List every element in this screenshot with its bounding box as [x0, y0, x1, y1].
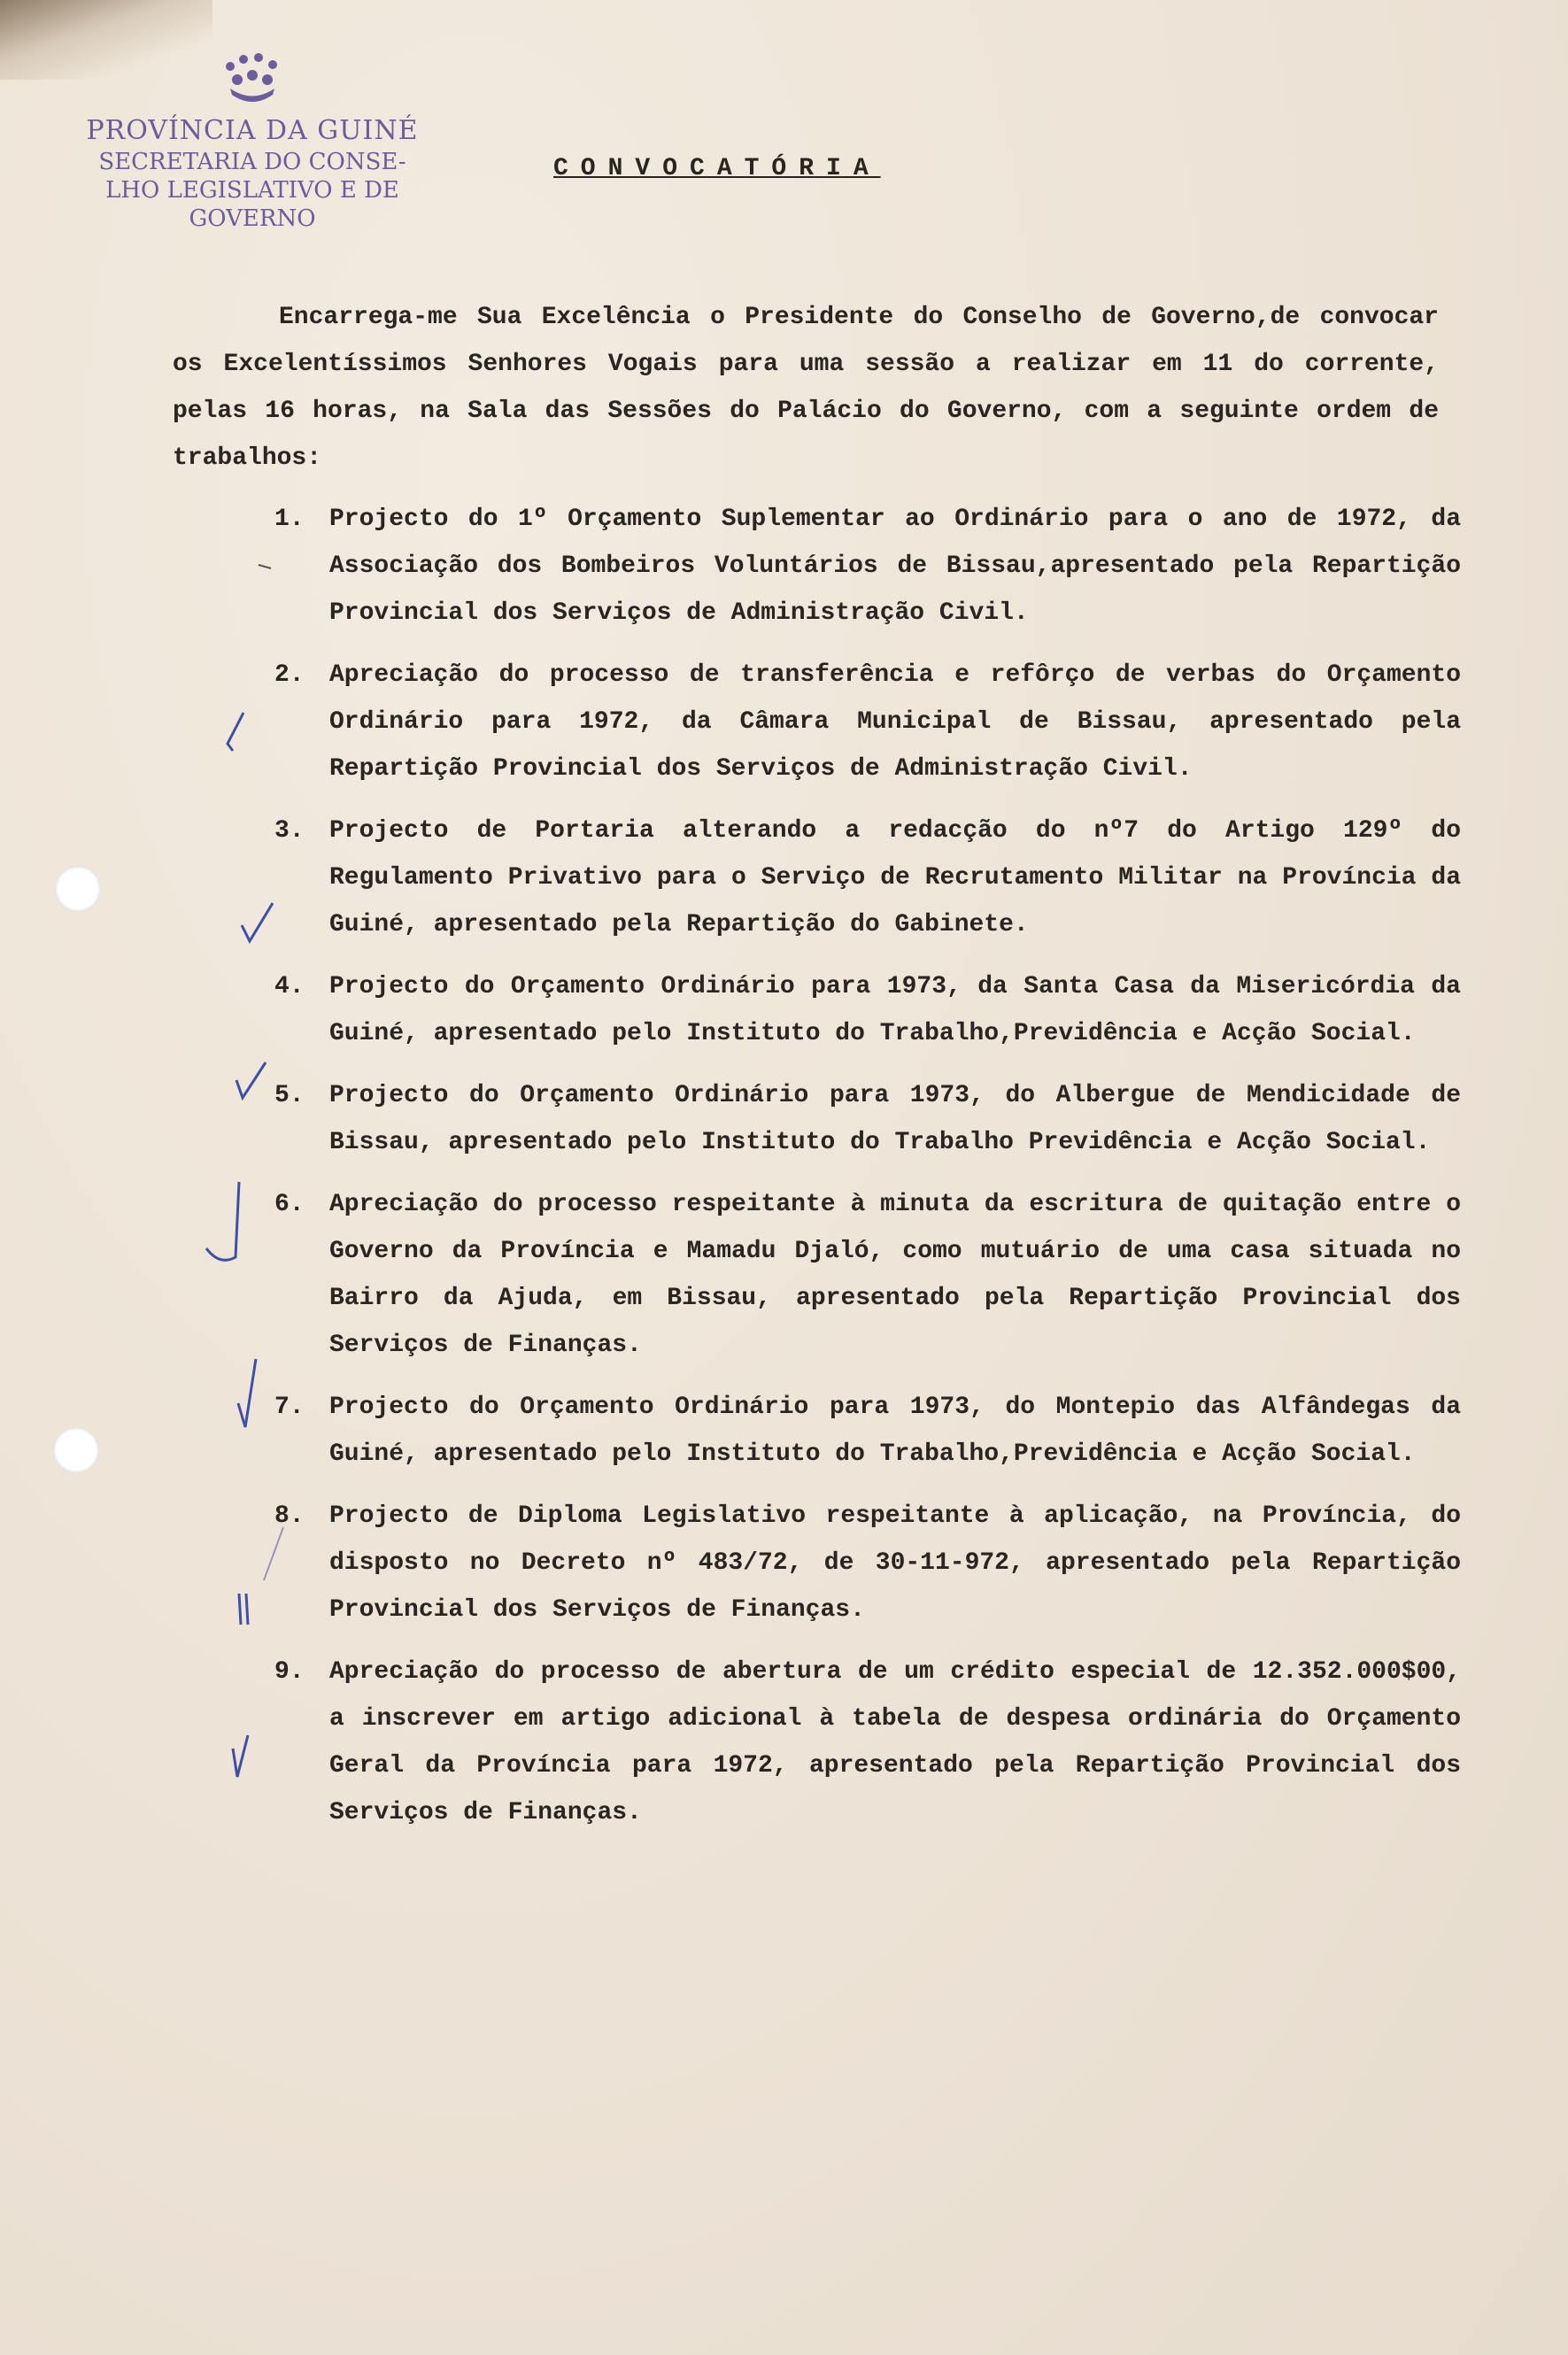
item-number: 4.: [274, 973, 305, 1000]
item-text: Apreciação do processo respeitante à minuta da escritura de quitação entre o Governo da Província e Mamadu Djaló, como mutuário de uma casa situada no Bairro da Ajuda, em Bissau, apresentado pela Repartição Provincial dos Serviços de Finanças.: [329, 1191, 1461, 1359]
punch-hole: [55, 866, 101, 912]
item-text: Apreciação do processo de transferência e refôrço de verbas do Orçamento Ordinário para 1972, da Câmara Municipal de Bissau, apresentado pela Repartição Provincial dos Serviços de Administração Civil.: [329, 661, 1461, 783]
agenda-item-5: [274, 1072, 1461, 1166]
check-mark-icon: [232, 1058, 276, 1111]
agenda-item-4: [274, 963, 1461, 1057]
pencil-mark-icon: [257, 558, 274, 575]
agenda-item-2: [274, 652, 1461, 792]
agenda-item-8: [274, 1493, 1461, 1633]
item-text: Projecto do Orçamento Ordinário para 1973, da Santa Casa da Misericórdia da Guiné, apresentado pelo Instituto do Trabalho,Previdência e Acção Social.: [329, 973, 1461, 1047]
item-text: Apreciação do processo de abertura de um crédito especial de 12.352.000$00, a inscrever em artigo adicional à tabela de despesa ordinária do Orçamento Geral da Província para 1972, apresentado pela Repartição Provincial dos Serviços de Finanças.: [329, 1658, 1461, 1826]
page-title: CONVOCATÓRIA: [553, 155, 881, 182]
item-number: 8.: [274, 1502, 305, 1530]
item-number: 7.: [274, 1394, 305, 1421]
crest-icon: [212, 49, 292, 111]
item-number: 3.: [274, 817, 305, 845]
agenda-item-9: [274, 1648, 1461, 1836]
check-mark-icon: [235, 1355, 270, 1434]
item-number: 9.: [274, 1658, 305, 1686]
punch-hole: [53, 1427, 99, 1473]
item-text: Projecto do Orçamento Ordinário para 1973, do Montepio das Alfândegas da Guiné, apresentado pelo Instituto do Trabalho,Previdência e Acção Social.: [329, 1394, 1461, 1468]
agenda-item-3: [274, 807, 1461, 948]
item-number: 6.: [274, 1191, 305, 1218]
check-mark-icon: [217, 708, 252, 761]
stamp-line-2: SECRETARIA DO CONSE-: [98, 149, 406, 175]
agenda-item-7: [274, 1384, 1461, 1478]
official-stamp: [84, 49, 421, 233]
intro-text: Encarrega-me Sua Excelência o Presidente do Conselho de Governo,de convocar os Excelentíssimos Senhores Vogais para uma sessão a realizar em 11 do corrente, pelas 16 horas, na Sala das Sessões do Palácio do Governo, com a seguinte ordem de trabalhos:: [173, 304, 1439, 472]
item-number: 2.: [274, 661, 305, 689]
agenda-item-1: [274, 496, 1461, 637]
stamp-line-3: LHO LEGISLATIVO E DE: [105, 177, 399, 204]
stamp-line-4: GOVERNO: [189, 205, 316, 232]
stamp-line-1: PROVÍNCIA DA GUINÉ: [86, 115, 419, 146]
item-text: Projecto do Orçamento Ordinário para 1973, do Albergue de Mendicidade de Bissau, apresentado pelo Instituto do Trabalho Previdência e Acção Social.: [329, 1082, 1461, 1156]
intro-paragraph: [173, 294, 1439, 482]
item-text: Projecto de Diploma Legislativo respeitante à aplicação, na Província, do disposto no Decreto nº 483/72, de 30-11-972, apresentado pela Repartição Provincial dos Serviços de Finanças.: [329, 1502, 1461, 1624]
check-mark-icon: [237, 899, 282, 952]
check-mark-icon: [228, 1731, 255, 1784]
check-mark-icon: [202, 1178, 246, 1266]
agenda-item-6: [274, 1181, 1461, 1369]
check-mark-icon: [257, 1523, 292, 1585]
check-mark-icon: [232, 1589, 259, 1633]
item-number: 5.: [274, 1082, 305, 1109]
item-text: Projecto de Portaria alterando a redacção do nº7 do Artigo 129º do Regulamento Privativo para o Serviço de Recrutamento Militar na Província da Guiné, apresentado pela Repartição do Gabinete.: [329, 817, 1461, 938]
item-number: 1.: [274, 506, 305, 533]
agenda-list: [274, 496, 1461, 1851]
item-text: Projecto do 1º Orçamento Suplementar ao Ordinário para o ano de 1972, da Associação dos Bombeiros Voluntários de Bissau,apresentado pela Repartição Provincial dos Serviços de Administração Civil.: [329, 506, 1461, 627]
